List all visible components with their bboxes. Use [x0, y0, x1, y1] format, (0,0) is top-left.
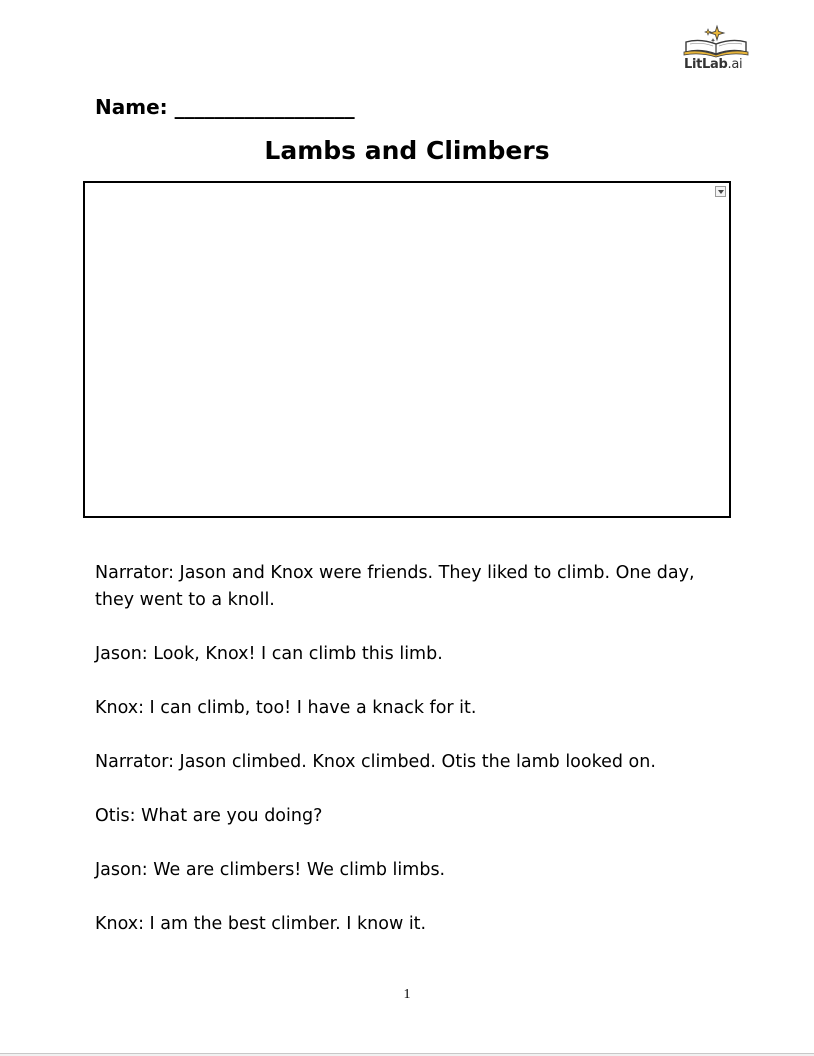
logo-brand: LitLab [684, 57, 728, 72]
page-number: 1 [403, 987, 411, 1002]
story-paragraph: Jason: Look, Knox! I can climb this limb. [95, 644, 443, 664]
litlab-logo [680, 24, 752, 76]
story-paragraph: Knox: I can climb, too! I have a knack for it. [95, 698, 477, 718]
story-paragraph: Knox: I am the best climber. I know it. [95, 914, 427, 934]
story-paragraph: Narrator: Jason climbed. Knox climbed. Otis the lamb looked on. [95, 752, 656, 772]
page-title: Lambs and Climbers [264, 136, 550, 165]
logo-wordmark [684, 57, 742, 72]
story-paragraph: Narrator: Jason and Knox were friends. They liked to climb. One day, they went to a knoll. [95, 563, 695, 610]
name-field-label: Name: __________________ [95, 95, 355, 119]
image-placeholder-box [83, 181, 731, 518]
story-text [95, 560, 735, 965]
logo-suffix: .ai [727, 57, 743, 72]
story-paragraph: Otis: What are you doing? [95, 806, 323, 826]
chevron-down-icon[interactable] [715, 186, 726, 197]
story-paragraph: Jason: We are climbers! We climb limbs. [95, 860, 446, 880]
open-book-with-sparkles-icon [680, 24, 752, 58]
